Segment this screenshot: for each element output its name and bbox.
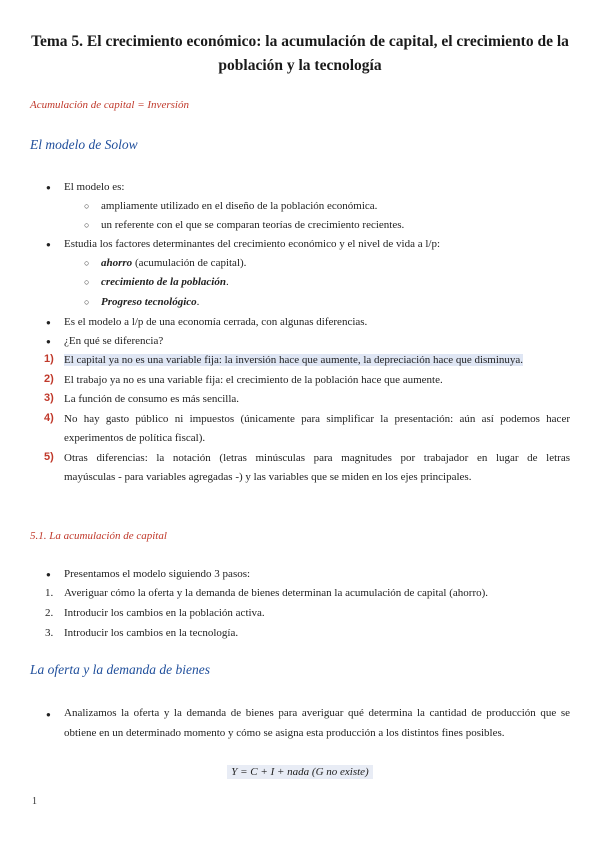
circle-marker: ○ [84,258,90,268]
list-item: Es el modelo a l/p de una economía cerrada, con algunas diferencias. [64,316,368,328]
number-marker: 5) [44,451,54,463]
circle-marker: ○ [84,201,90,211]
list-item: un referente con el que se comparan teorías de crecimiento recientes. [101,219,405,231]
term-description: . [196,296,200,308]
paragraph: Analizamos la oferta y la demanda de bienes para averiguar qué determina la cantidad de producción que se obtiene en un determinado momento y cómo se asigna esta producción a los distintos fines posibles. [64,707,570,739]
list-item: Otras diferencias: la notación (letras minúsculas para magnitudes por trabajador en lugar de letras [64,452,570,464]
list-item: El trabajo ya no es una variable fija: el crecimiento de la población hace que aumente. [64,374,443,386]
list-item [64,353,523,367]
list-item: ampliamente utilizado en el diseño de la población económica. [101,200,378,212]
list-item: La función de consumo es más sencilla. [64,393,240,405]
subtitle: Acumulación de capital = Inversión [30,99,189,111]
bullet-marker: ● [46,183,51,192]
number-marker: 3) [44,392,54,404]
list-item: Presentamos el modelo siguiendo 3 pasos: [64,568,251,580]
bold-term: crecimiento de la población [101,276,226,288]
list-item: ¿En qué se diferencia? [64,335,164,347]
step-number: 1. [45,587,54,599]
list-item: El modelo es: [64,181,125,193]
list-item [101,295,199,309]
circle-marker: ○ [84,297,90,307]
step-number: 2. [45,607,54,619]
list-item-continuation: mayúsculas - para variables agregadas -) y las variables que se miden en los ejes principales. [64,471,472,483]
page-number: 1 [32,796,37,807]
number-marker: 2) [44,373,54,385]
term-description: (acumulación de capital). [132,257,247,269]
list-item: Introducir los cambios en la tecnología. [64,627,239,639]
list-item: No hay gasto público ni impuestos (únicamente para simplificar la presentación: aún así podemos hacer [64,413,570,425]
formula: Y = C + I + nada (G no existe) [227,765,372,779]
number-marker: 1) [44,353,54,365]
term-description: . [225,276,229,288]
bullet-marker: ● [46,710,51,719]
bullet-marker: ● [46,570,51,579]
section-heading-solow: El modelo de Solow [30,137,138,152]
bold-term: Progreso tecnológico [101,296,197,308]
bold-term: ahorro [101,257,133,269]
page-title-line1: Tema 5. El crecimiento económico: la acumulación de capital, el crecimiento de la [31,33,569,50]
list-item-continuation: experimentos de política fiscal). [64,432,206,444]
list-item [101,256,246,270]
highlighted-text: El capital ya no es una variable fija: la inversión hace que aumente, la depreciación hace que disminuya. [64,354,524,366]
section-heading-supply-demand: La oferta y la demanda de bienes [30,662,210,677]
formula-container [0,762,600,780]
list-item: Averiguar cómo la oferta y la demanda de bienes determinan la acumulación de capital (ahorro). [64,587,489,599]
number-marker: 4) [44,412,54,424]
page-title [0,30,600,78]
page-title-line2: población y la tecnología [218,57,382,74]
circle-marker: ○ [84,277,90,287]
step-number: 3. [45,627,54,639]
bullet-marker: ● [46,337,51,346]
section-heading-capital: 5.1. La acumulación de capital [30,530,167,542]
bullet-marker: ● [46,240,51,249]
list-item [101,275,229,289]
circle-marker: ○ [84,220,90,230]
bullet-marker: ● [46,318,51,327]
list-item: Introducir los cambios en la población activa. [64,607,265,619]
list-item: Estudia los factores determinantes del crecimiento económico y el nivel de vida a l/p: [64,238,441,250]
